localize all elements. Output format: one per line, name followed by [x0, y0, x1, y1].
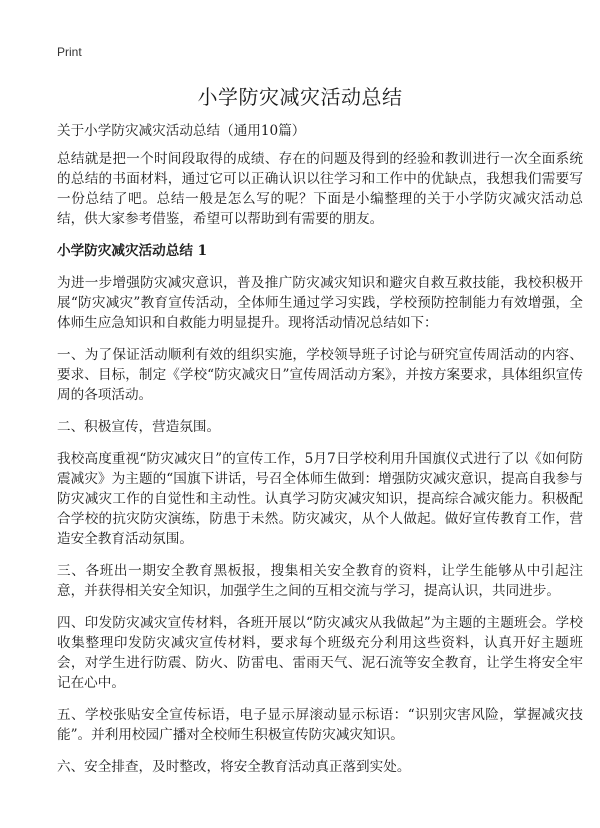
document-subtitle: 关于小学防灾减灾活动总结（通用10篇）: [57, 123, 306, 139]
print-label: Print: [57, 45, 82, 59]
section-heading: 小学防灾减灾活动总结 1: [57, 243, 208, 259]
body-paragraph: 六、安全排查，及时整改，将安全教育活动真正落到实处。: [57, 759, 411, 775]
document-title: 小学防灾减灾活动总结: [197, 85, 403, 109]
body-paragraph: 我校高度重视“防灾减灾日”的宣传工作，5月7日学校利用升国旗仪式进行了以《如何防震减灾》为主题的“国旗下讲话，号召全体师生做到：增强防灾减灾意识，提高自我参与防灾减灾工作的自觉性和主动性。认真学习防灾减灾知识，提高综合减灾能力。积极配合学校的抗灾防灾演练，防患于未然。防灾减灾，从个人做起。做好宣传教育工作，营造安全教育活动氛围。: [57, 451, 583, 547]
body-paragraph: 为进一步增强防灾减灾意识，普及推广防灾减灾知识和避灾自救互救技能，我校积极开展“防灾减灾”教育宣传活动，全体师生通过学习实践，学校预防控制能力有效增强，全体师生应急知识和自救能力明显提升。现将活动情况总结如下：: [57, 275, 583, 331]
body-paragraph: 三、各班出一期安全教育黑板报，搜集相关安全教育的资料，让学生能够从中引起注意，并获得相关安全知识，加强学生之间的互相交流与学习，提高认识，共同进步。: [57, 563, 583, 599]
document-body: [57, 121, 583, 789]
body-paragraph: 五、学校张贴安全宣传标语，电子显示屏滚动显示标语：“识别灾害风险，掌握减灾技能”。并利用校园广播对全校师生积极宣传防灾减灾知识。: [57, 707, 583, 743]
body-paragraph: 二、积极宣传，营造氛围。: [57, 419, 221, 435]
body-paragraph: 四、印发防灾减灾宣传材料，各班开展以“防灾减灾从我做起”为主题的主题班会。学校收集整理印发防灾减灾宣传材料，要求每个班级充分利用这些资料，认真开好主题班会，对学生进行防震、防火、防雷电、雷雨天气、泥石流等安全教育，让学生将安全牢记在心中。: [57, 615, 583, 691]
intro-paragraph: 总结就是把一个时间段取得的成绩、存在的问题及得到的经验和教训进行一次全面系统的总结的书面材料，通过它可以正确认识以往学习和工作中的优缺点，我想我们需要写一份总结了吧。总结一般是怎么写的呢？下面是小编整理的关于小学防灾减灾活动总结，供大家参考借鉴，希望可以帮助到有需要的朋友。: [57, 151, 583, 227]
body-paragraph: 一、为了保证活动顺利有效的组织实施，学校领导班子讨论与研究宣传周活动的内容、要求、目标，制定《学校“防灾减灾日”宣传周活动方案》，并按方案要求，具体组织宣传周的各项活动。: [57, 347, 583, 403]
